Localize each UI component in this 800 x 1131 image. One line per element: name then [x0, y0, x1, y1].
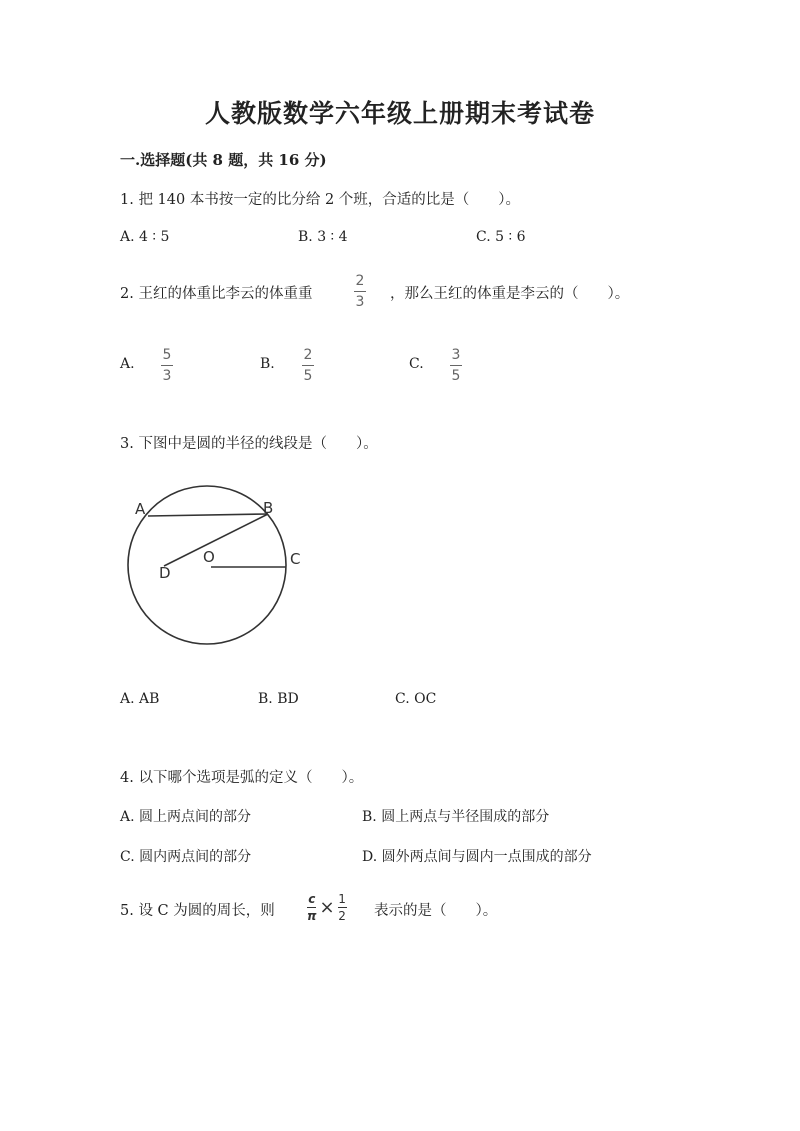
question-3-option-a: A. AB	[120, 691, 160, 707]
fraction-bar	[302, 365, 314, 366]
fraction-denominator: 3	[162, 368, 172, 384]
question-4-option-b: B. 圆上两点与半径围成的部分	[362, 809, 550, 825]
label-c: C	[290, 550, 301, 568]
fraction-bar	[450, 365, 462, 366]
formula-fraction-c-over-pi	[307, 893, 317, 922]
formula-fraction-one-half	[338, 893, 347, 922]
fraction-bar	[338, 907, 347, 908]
fraction-bar	[161, 365, 173, 366]
question-4-option-a: A. 圆上两点间的部分	[120, 809, 252, 825]
label-o: O	[203, 548, 215, 566]
fraction-denominator: 5	[303, 368, 313, 384]
question-2-option-b-label: B.	[260, 356, 275, 372]
section-heading: 一.选择题(共 8 题，共 16 分)	[120, 151, 327, 169]
question-2-option-a-label: A.	[120, 356, 135, 372]
question-5-text-after: 表示的是（ ）。	[374, 903, 498, 919]
question-2-text-after: ，那么王红的体重是李云的（ ）。	[390, 286, 630, 302]
formula-denominator: 2	[338, 909, 346, 923]
question-2-text-before: 2. 王红的体重比李云的体重重	[120, 286, 313, 302]
question-2-option-b-fraction	[302, 348, 314, 383]
formula-numerator: c	[308, 892, 316, 906]
question-2-option-c-fraction	[450, 348, 462, 383]
fraction-bar	[307, 907, 316, 908]
question-5-formula	[307, 893, 347, 922]
question-2-option-a-fraction	[161, 348, 173, 383]
fraction-numerator: 3	[451, 347, 461, 363]
fraction-bar	[354, 291, 366, 292]
formula-denominator: π	[307, 909, 317, 923]
chord-ab	[148, 514, 268, 516]
question-5-text-before: 5. 设 C 为圆的周长，则	[120, 903, 275, 919]
question-4-text: 4. 以下哪个选项是弧的定义（ ）。	[120, 770, 364, 786]
question-2-option-c-label: C.	[409, 356, 424, 372]
question-3-option-b: B. BD	[258, 691, 299, 707]
question-3-option-c: C. OC	[395, 691, 437, 707]
fraction-numerator: 2	[303, 347, 313, 363]
question-1-text: 1. 把 140 本书按一定的比分给 2 个班，合适的比是（ ）。	[120, 192, 521, 208]
circle-diagram	[118, 480, 318, 655]
label-d: D	[159, 564, 171, 582]
question-1-option-b: B. 3 ∶ 4	[298, 229, 348, 245]
fraction-denominator: 3	[355, 294, 365, 310]
formula-numerator: 1	[338, 892, 346, 906]
question-1-option-a: A. 4 ∶ 5	[120, 229, 170, 245]
question-2-fraction	[354, 274, 366, 309]
segment-bd	[164, 514, 268, 566]
label-a: A	[135, 500, 146, 518]
times-sign: ×	[319, 897, 335, 918]
fraction-numerator: 2	[355, 273, 365, 289]
question-3-text: 3. 下图中是圆的半径的线段是（ ）。	[120, 436, 378, 452]
question-4-option-c: C. 圆内两点间的部分	[120, 849, 252, 865]
fraction-denominator: 5	[451, 368, 461, 384]
fraction-numerator: 5	[162, 347, 172, 363]
label-b: B	[263, 499, 274, 517]
question-1-option-c: C. 5 ∶ 6	[476, 229, 526, 245]
question-4-option-d: D. 圆外两点间与圆内一点围成的部分	[362, 849, 592, 865]
page-title: 人教版数学六年级上册期末考试卷	[204, 99, 595, 128]
